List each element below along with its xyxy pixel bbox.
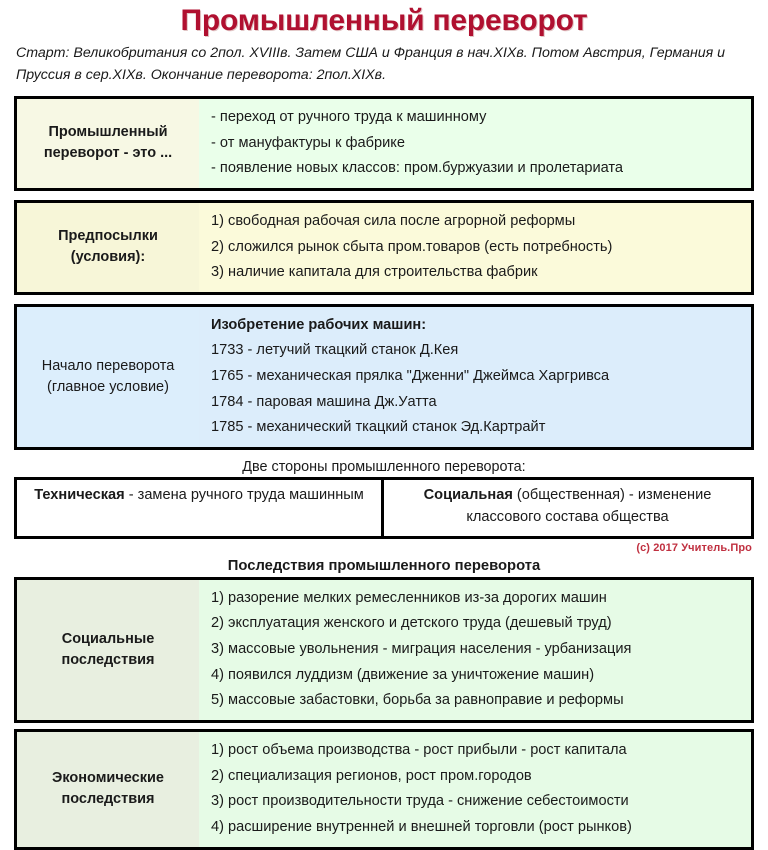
preconditions-box — [14, 200, 754, 295]
intro-paragraph: Старт: Великобритания со 2пол. XVIIIв. Затем США и Франция в нач.XIXв. Потом Австрия, Германия и Пруссия в сер.XIXв. Окончание переворота: 2пол.XIXв. — [16, 45, 726, 83]
preconditions-label: Предпосылки (условия): — [17, 203, 199, 292]
economic-consequence-line: 1) рост объема производства - рост прибыли - рост капитала — [211, 742, 627, 759]
preconditions-line: 3) наличие капитала для строительства фабрик — [211, 264, 538, 281]
definition-label: Промышленный переворот - это ... — [17, 99, 199, 188]
social-consequence-line: 5) массовые забастовки, борьба за равноправие и реформы — [211, 692, 624, 709]
copyright-notice: (c) 2017 Учитель.Про — [636, 541, 752, 554]
social-consequences-content — [199, 580, 751, 720]
two-sides-social — [384, 480, 751, 536]
definition-line: - появление новых классов: пром.буржуазии и пролетариата — [211, 160, 624, 177]
definition-line: - переход от ручного труда к машинному — [211, 109, 487, 125]
start-label: Начало переворота (главное условие) — [17, 307, 199, 447]
social-consequence-line: 1) разорение мелких ремесленников из-за дорогих машин — [211, 589, 607, 606]
start-box — [14, 304, 754, 450]
definition-box — [14, 96, 754, 191]
page-title: Промышленный переворот — [180, 4, 588, 37]
definition-line: - от мануфактуры к фабрике — [211, 134, 405, 151]
economic-consequence-line: 4) расширение внутренней и внешней торговли (рост рынков) — [211, 818, 632, 835]
invention-line: 1784 - паровая машина Дж.Уатта — [211, 393, 437, 410]
inventions-heading: Изобретение рабочих машин: — [211, 316, 427, 333]
two-sides-technical-term: Техническая — [34, 487, 125, 504]
consequences-caption: Последствия промышленного переворота — [227, 557, 541, 574]
economic-consequences-label: Экономические последствия — [17, 732, 199, 847]
economic-consequence-line: 3) рост производительности труда - снижение себестоимости — [211, 793, 629, 810]
social-consequence-line: 3) массовые увольнения - миграция населения - урбанизация — [211, 641, 632, 658]
invention-line: 1785 - механический ткацкий станок Эд.Картрайт — [211, 419, 546, 436]
preconditions-line: 2) сложился рынок сбыта пром.товаров (есть потребность) — [211, 238, 613, 255]
preconditions-line: 1) свободная рабочая сила после агрорной реформы — [211, 212, 576, 229]
social-consequences-label: Социальные последствия — [17, 580, 199, 720]
invention-line: 1765 - механическая прялка "Дженни" Джеймса Харгривса — [211, 368, 610, 385]
social-consequence-line: 4) появился луддизм (движение за уничтожение машин) — [211, 666, 595, 683]
two-sides-social-desc: (общественная) - изменение классового состава общества — [466, 487, 712, 525]
two-sides-technical — [17, 480, 384, 536]
social-consequence-line: 2) эксплуатация женского и детского труда (дешевый труд) — [211, 615, 612, 632]
preconditions-content — [199, 203, 751, 292]
two-sides-table — [14, 477, 754, 539]
social-consequences-box — [14, 577, 754, 723]
two-sides-social-term: Социальная — [423, 487, 513, 504]
two-sides-technical-desc: - замена ручного труда машинным — [124, 487, 364, 504]
definition-content — [199, 99, 751, 188]
two-sides-caption: Две стороны промышленного переворота: — [242, 459, 526, 476]
invention-line: 1733 - летучий ткацкий станок Д.Кея — [211, 342, 459, 359]
start-content — [199, 307, 751, 447]
economic-consequences-content — [199, 732, 751, 847]
economic-consequence-line: 2) специализация регионов, рост пром.городов — [211, 767, 532, 784]
economic-consequences-box — [14, 729, 754, 850]
